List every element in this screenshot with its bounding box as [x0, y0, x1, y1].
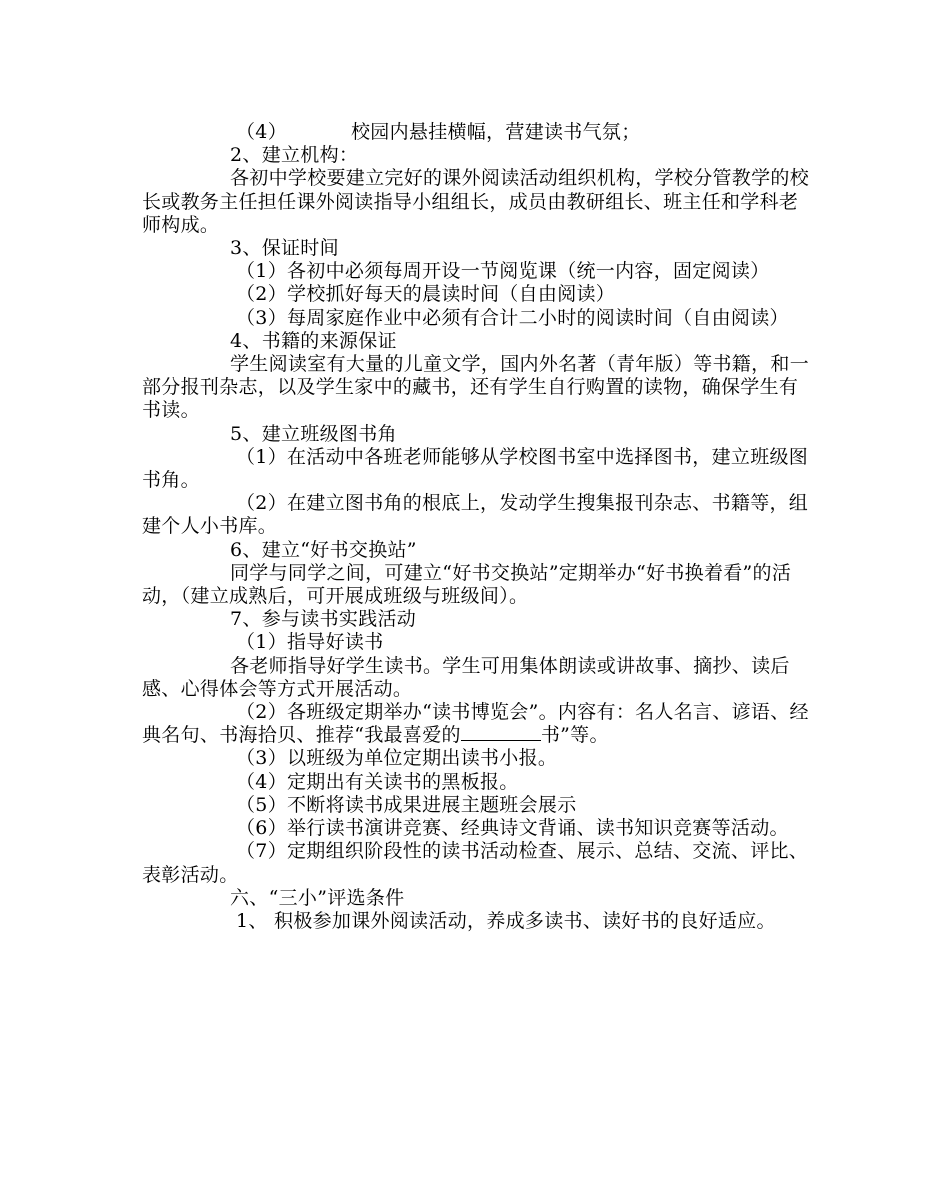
item-reading-newsletter: （3）以班级为单位定期出读书小报。: [236, 747, 558, 770]
item-class-library-2: （2）在建立图书角的根底上，发动学生搜集报刊杂志、书籍等，组建个人小书库。: [142, 492, 809, 538]
paragraph-organization: 各初中学校要建立完好的课外阅读活动组织机构，学校分管教学的校长或教务主任担任课外阅读指导小组组长，成员由教研组长、班主任和学科老师构成。: [142, 167, 810, 236]
item-guide-reading: （1）指导好读书: [236, 631, 384, 654]
paragraph-book-exchange: 同学与同学之间，可建立“好书交换站”定期举办“好书换着看”的活动，（建立成熟后，可开展成班级与班级间）。: [142, 561, 792, 608]
reading-fair-tail: 书”等。: [540, 724, 609, 747]
item-review-activities: （7）定期组织阶段性的读书活动检查、展示、总结、交流、评比、表彰活动。: [142, 840, 809, 886]
heading-selection-criteria: 六、“三小”评选条件: [230, 886, 405, 909]
fill-in-blank: [461, 724, 541, 741]
heading-reading-practice: 7、参与读书实践活动: [230, 608, 417, 631]
paragraph-guide-reading: 各老师指导好学生读书。学生可用集体朗读或讲故事、摘抄、读后感、心得体会等方式开展活动。: [142, 654, 790, 700]
item-reading-class: （1）各初中必须每周开设一节阅览课（统一内容，固定阅读）: [236, 260, 770, 283]
item-text: 校园内悬挂横幅，营建读书气氛；: [351, 121, 641, 143]
item-reading-fair: [142, 701, 812, 747]
heading-ensure-time: 3、保证时间: [230, 237, 339, 260]
item-number: （4）: [236, 121, 287, 143]
item-class-meeting: （5）不断将读书成果进展主题班会展示: [236, 793, 577, 816]
item-4-line: [142, 121, 812, 144]
reading-fair-text: （2）各班级定期举办“读书博览会”。内容有：名人名言、谚语、经典名句、书海拾贝、推荐“我最喜爱的: [142, 701, 809, 747]
item-morning-reading: （2）学校抓好每天的晨读时间（自由阅读）: [236, 283, 616, 306]
document-page: [142, 121, 812, 933]
heading-book-exchange: 6、建立“好书交换站”: [230, 538, 417, 561]
heading-establish-organization: 2、建立机构：: [230, 144, 359, 167]
item-class-library-1: （1）在活动中各班老师能够从学校图书室中选择图书，建立班级图书角。: [142, 445, 809, 492]
item-competitions: （6）举行读书演讲竞赛、经典诗文背诵、读书知识竞赛等活动。: [236, 817, 789, 840]
heading-class-library: 5、建立班级图书角: [230, 422, 397, 445]
heading-book-source: 4、书籍的来源保证: [230, 329, 397, 352]
item-criteria-1: 1、 积极参加课外阅读活动，养成多读书、读好书的良好适应。: [236, 909, 776, 932]
item-blackboard: （4）定期出有关读书的黑板报。: [236, 770, 519, 793]
item-home-reading: （3）每周家庭作业中必须有合计二小时的阅读时间（自由阅读）: [236, 306, 789, 329]
paragraph-book-source: 学生阅读室有大量的儿童文学，国内外名著（青年版）等书籍，和一部分报刊杂志，以及学生家中的藏书，还有学生自行购置的读物，确保学生有书读。: [142, 353, 810, 422]
